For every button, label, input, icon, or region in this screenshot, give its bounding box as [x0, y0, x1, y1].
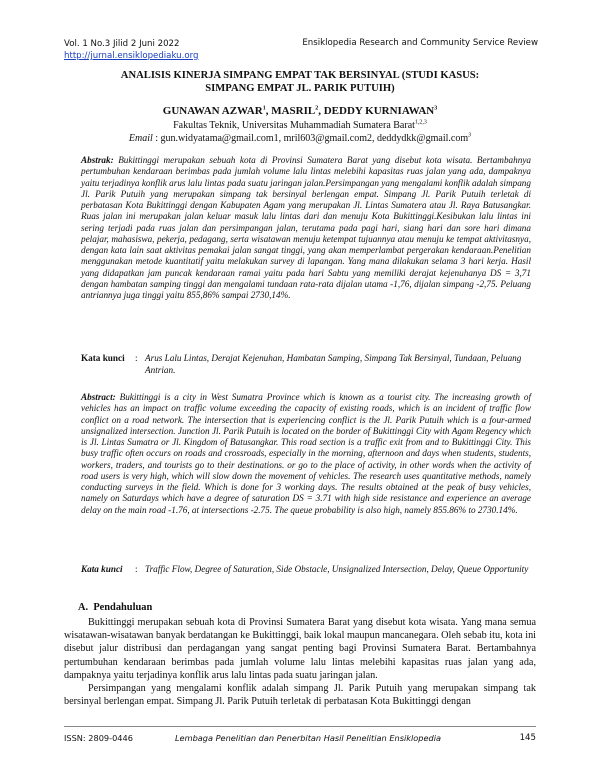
journal-url-link[interactable]: http://jurnal.ensiklopediaku.org [64, 51, 199, 61]
affiliation-text: Fakultas Teknik, Universitas Muhammadiah Sumatera Barat [173, 120, 415, 131]
title-line-2: SIMPANG EMPAT JL. PARIK PUTUIH) [205, 83, 395, 94]
keywords-label [81, 564, 135, 576]
journal-name: Ensiklopedia Research and Community Service Review [302, 38, 538, 48]
keywords-colon: : [135, 564, 138, 574]
author-1-sup: 1 [262, 105, 266, 112]
section-heading [78, 602, 152, 613]
page-number: 145 [519, 733, 536, 743]
author-3-sup: 3 [434, 105, 438, 112]
affiliation [60, 120, 540, 131]
body-paragraph-1: Bukittinggi merupakan sebuah kota di Provinsi Sumatera Barat yang disebut kota wisata. Yang mana semua wisatawan-wisatawan banyak berdatangan ke Bukittinggi, baik lokal maupun mancanegara. Oleh sebab itu, kota ini disebut jalur distribusi dan perdagangan yang sangat penting bagi Provinsi Sumatera Barat. Bertambahnya pertumbuhan kendaraan berimbas pada jumlah volume lalu lintas melebihi kapasitas ruas jalan yang ada, dampaknya yaitu terjadinya konflik arus lalu lintas pada suatu jaringan jalan. [64, 617, 536, 681]
abstract-english [81, 392, 531, 516]
abstrak-label: Abstrak: [81, 155, 114, 165]
abstract-label: Abstract: [81, 392, 116, 402]
kata-kunci-colon: : [135, 353, 138, 363]
keywords-english [81, 564, 531, 576]
title-line-1: ANALISIS KINERJA SIMPANG EMPAT TAK BERSINYAL (STUDI KASUS: [120, 70, 480, 81]
abstrak-text: Bukittinggi merupakan sebuah kota di Provinsi Sumatera Barat yang disebut kota wisata. Bertambahnya pertumbuhan kendaraan berimbas pada jumlah volume lalu lintas melebihi kapasitas ruas jalan yang ada, dampaknya yaitu terjadinya konflik arus lalu lintas pada suatu jaringan jalan.Persimpangan yang mengalami konflik adalah simpang Jl. Parik Putuih yang merupakan simpang tak bersinyal berlengan empat. Simpang Jl. Parik Putuih terletak di perbatasan Kota Bukittinggi dengan Kabupaten Agam yang merupakan Jl. Lintas Sumatera atau Jl. Raya Batusangkar. Ruas jalan ini merupakan jalan keluar masuk lalu lintas dari dan menuju Kota Bukittinggi.Kesibukan lalu lintas ini sering terjadi pada ruas jalan dan persimpangan jalan, terutama pada pagi hari, siang hari dan sore hari dimana pelajar, mahasiswa, pekerja, pedagang, serta wisatawan menuju ketempat tujuannya atau menuju ke tempat aktivitasnya, dengan kata lain saat aktivitas pemakai jalan sangat tinggi, yang akan memperlambat pergerakan kendaraan.Penelitian menggunakan metode kuantitatif yaitu melakukan survey di lapangan. Yang mana dilakukan selama 3 hari kerja. Hasil yang didapatkan jam puncak kendaraan ramai yaitu pada hari Sabtu yang memiliki derajat kejenuhanya DS = 3,71 dengan hambatan samping tinggi dan mengalami tundaan rata-rata dijalan utama -1,76, dijalan simpang -2,75. Peluang antriannya juga tinggi yaitu 855,86% sampai 2730,14%. [81, 155, 531, 300]
author-3: , DEDDY KURNIAWAN [318, 105, 435, 117]
abstract-text: Bukittinggi is a city in West Sumatra Province which is known as a tourist city. The increasing growth of vehicles has an impact on traffic volume exceeding the capacity of existing roads, which is an incident of traffic flow conflict on a road network. The intersection that is experiencing conflict is the Jl. Parik Putuih which is a four-armed unsignalized intersection. Junction Jl. Parik Putuih is located on the border of Bukittinggi City with Agam Regency which is Jl. Lintas Sumatra or Jl. Kingdom of Batusangkar. This road section is a traffic exit from and to Bukittinggi City. This busy traffic often occurs on roads and crossroads, especially in the morning, afternoon and days when students, students, workers, traders, and tourists go to their destinations. or go to the place of activity, in other words when the activity of road users is very high, which will slow down the movement of vehicles. The research uses quantitative methods, namely conducting surveys in the field. Which is done for 3 working days. The results obtained at the peak of busy vehicles, namely on Saturdays which have a degree of saturation DS = 3.71 with high side resistance and experience an average delay on the main road -1.76, at intersections -2.75. The queue probability is also high, namely 855.86% to 2730.14%. [81, 392, 531, 515]
author-2: , MASRIL [265, 105, 316, 117]
email-label: Email [128, 133, 153, 144]
paper-title [60, 69, 540, 95]
keywords-label-text: Kata kunci [81, 564, 123, 574]
kata-kunci-label: Kata kunci [81, 353, 125, 363]
header-volume-block [64, 38, 198, 62]
kata-kunci-text: Arus Lalu Lintas, Derajat Kejenuhan, Hambatan Samping, Simpang Tak Bersinyal, Tundaan, Peluang Antrian. [145, 353, 522, 375]
body-text [64, 616, 536, 708]
body-paragraph-2: Persimpangan yang mengalami konflik adalah simpang Jl. Parik Putuih yang merupakan simpang tak bersinyal berlengan empat. Simpang Jl. Parik Putuih terletak di perbatasan Kota Bukittinggi dengan [64, 683, 536, 708]
footer-publisher: Lembaga Penelitian dan Penerbitan Hasil Penelitian Ensiklopedia [175, 733, 442, 743]
volume-info: Vol. 1 No.3 Jilid 2 Juni 2022 [64, 39, 180, 49]
kata-kunci-indonesian [81, 353, 531, 376]
footer-issn: ISSN: 2809-0446 [64, 733, 133, 743]
affiliation-sup: 1,2,3 [414, 119, 427, 126]
email-text: : gun.widyatama@gmail.com1, mril603@gmail.com2, deddydkk@gmail.com [152, 133, 469, 144]
email-sup: 3 [468, 132, 472, 139]
author-2-sup: 2 [315, 105, 319, 112]
section-letter: A. [78, 602, 89, 613]
keywords-text: Traffic Flow, Degree of Saturation, Side Obstacle, Unsignalized Intersection, Delay, Queue Opportunity [145, 564, 529, 574]
section-title: Pendahuluan [93, 602, 153, 613]
abstrak-indonesian [81, 155, 531, 301]
author-list [60, 105, 540, 117]
author-1: GUNAWAN AZWAR [162, 105, 263, 117]
author-emails [60, 133, 540, 144]
footer-divider [64, 726, 536, 727]
